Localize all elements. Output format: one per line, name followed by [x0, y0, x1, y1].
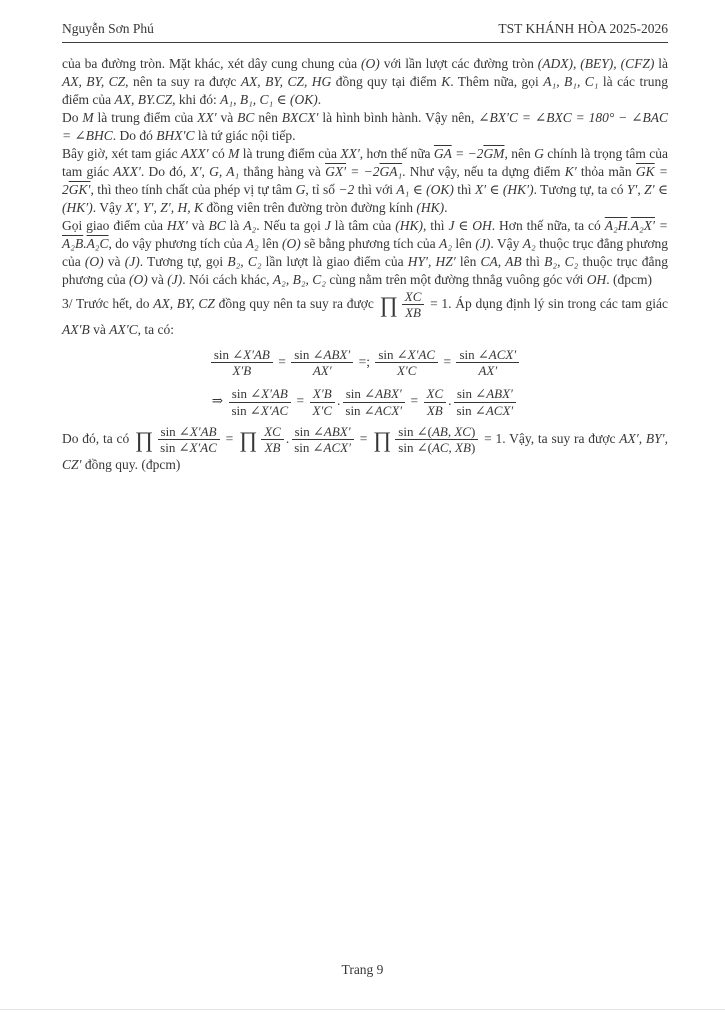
text-run: là hình bình hành. Vậy nên,	[318, 110, 479, 125]
text-run: . Như vậy, nếu ta dựng điểm	[402, 164, 565, 179]
math-inline: J ∈ OH	[448, 218, 492, 233]
fraction-numerator	[261, 424, 284, 440]
fraction-numerator	[229, 386, 291, 402]
text-run: đồng quy tại điểm	[331, 74, 442, 89]
fraction	[228, 386, 291, 418]
text-run: lên	[455, 254, 481, 269]
math-overline: A₂B	[62, 236, 84, 251]
fraction-denominator	[424, 403, 446, 418]
header-title: TST KHÁNH HÒA 2025-2026	[498, 21, 668, 36]
text-run: sin ∠	[378, 346, 408, 362]
math-inline: X′ ∈ (HK′)	[474, 182, 534, 197]
math-inline: ACX′	[323, 440, 351, 456]
fraction	[261, 424, 284, 456]
product-symbol: ∏	[379, 291, 398, 317]
math-inline: (J)	[475, 236, 491, 251]
text-run: , ta có:	[137, 321, 175, 337]
math-inline: Y′, Z′ ∈ (HK′)	[62, 182, 668, 215]
fraction-numerator	[211, 347, 273, 363]
text-run: lên	[452, 236, 476, 251]
text-run: , nên	[504, 146, 535, 161]
math-overline: A₂H	[604, 218, 628, 233]
fraction	[291, 424, 354, 456]
math-inline: X′AC	[407, 346, 436, 362]
math-overline: GA₁	[379, 164, 403, 179]
text-run: thuộc trục đẳng phương của	[62, 254, 668, 287]
product-symbol: ∏	[239, 426, 258, 452]
math-inline: BHX′C	[156, 128, 195, 143]
math-inline: X′B	[232, 362, 252, 378]
math-inline: AX′, BY′, CZ′	[62, 430, 668, 472]
math-inline: X′AB	[189, 423, 217, 439]
math-inline: ∠BX′C = ∠BXC = 180° − ∠BAC = ∠BHC	[62, 110, 669, 143]
document-body	[62, 55, 668, 474]
text-run: sin ∠	[160, 423, 190, 439]
math-overline: $\overline{GA}$	[433, 146, 452, 161]
math-inline: AX, BY.CZ	[114, 92, 173, 107]
text-run: thuộc trục đẳng phương của	[62, 236, 668, 269]
text-run: sẽ bằng phương tích của	[300, 236, 440, 251]
math-inline: XB	[264, 440, 281, 456]
text-run: là tâm của	[330, 218, 396, 233]
math-inline: K	[441, 74, 451, 89]
math-inline: (J)	[167, 272, 183, 287]
text-run: 3/ Trước hết, do	[62, 295, 154, 311]
math-inline: AX′	[312, 362, 332, 378]
text-run: là	[225, 218, 244, 233]
math-inline: X′, G, A₁	[190, 164, 240, 179]
text-run: là tứ giác nội tiếp.	[194, 128, 296, 143]
math-inline: AX, BY, CZ	[153, 295, 215, 311]
fraction-denominator	[395, 440, 478, 455]
fraction-denominator	[342, 403, 405, 418]
text-run: chính là trọng tâm của tam giác	[62, 146, 668, 179]
text-run: sin ∠	[294, 423, 324, 439]
text-run: .	[285, 430, 290, 446]
page-number: Trang 9	[341, 962, 384, 977]
text-run: Do	[62, 110, 83, 125]
fraction-denominator	[262, 440, 284, 455]
fraction	[211, 347, 273, 379]
text-run: thẳng hàng và	[239, 164, 326, 179]
page-header	[62, 21, 668, 37]
text-run: sin ∠(	[398, 423, 432, 439]
text-run: ⇒	[211, 393, 227, 409]
fraction-numerator	[343, 386, 405, 402]
fraction-numerator	[454, 386, 516, 402]
fraction	[291, 347, 353, 379]
text-run: với lần lượt các đường tròn	[379, 56, 538, 71]
text-run: sin ∠	[160, 440, 190, 456]
fraction	[424, 386, 447, 418]
math-inline: XC	[404, 289, 422, 304]
math-inline: = −2	[451, 146, 484, 161]
math-inline: (O)	[281, 236, 301, 251]
text-run: )	[470, 423, 476, 439]
math-inline: OH	[586, 272, 607, 287]
fraction-denominator	[310, 363, 335, 378]
text-run: và	[89, 321, 110, 337]
math-inline: X′C	[312, 402, 333, 418]
paragraph	[62, 289, 668, 339]
product-symbol: ∏	[135, 426, 154, 452]
math-inline: X′AB	[243, 346, 270, 362]
math-inline: = 2	[62, 164, 668, 197]
text-run: , thì theo tính chất của phép vị tự tâm	[90, 182, 296, 197]
fraction-numerator	[291, 347, 353, 363]
text-run: cùng nằm trên một đường thnẳg vuông góc với	[325, 272, 587, 287]
text-run: .	[337, 393, 341, 409]
fraction-numerator	[375, 347, 438, 363]
math-inline: AX′B	[62, 321, 90, 337]
text-run: sin ∠	[213, 346, 244, 362]
equation	[62, 386, 668, 418]
fraction-numerator	[158, 424, 220, 440]
text-run: đồng viên trên đường tròn đường kính	[202, 200, 417, 215]
fraction-denominator	[310, 403, 335, 418]
math-inline: B₂, C₂	[227, 254, 262, 269]
math-inline: A₂	[439, 236, 453, 251]
text-run: là trung điểm của	[93, 110, 198, 125]
text-run: . Vậy	[490, 236, 523, 251]
text-run: sin ∠	[294, 346, 324, 362]
fraction-numerator	[395, 424, 478, 440]
text-run: thì với	[354, 182, 397, 197]
math-inline: AXX′	[180, 146, 209, 161]
math-inline: X′AC	[189, 440, 217, 456]
text-run: sin ∠	[231, 386, 262, 402]
text-run: sin ∠	[294, 440, 324, 456]
text-run: của ba đường tròn. Mặt khác, xét dây cung chung của	[62, 56, 362, 71]
math-inline: ACX′	[485, 402, 514, 418]
math-inline: (O)	[84, 254, 104, 269]
text-run: sin ∠	[456, 386, 487, 402]
text-run: . Do đó,	[140, 164, 191, 179]
text-run: sin ∠	[231, 402, 261, 418]
fraction	[454, 386, 517, 418]
text-run: có	[208, 146, 229, 161]
text-run: thì	[521, 254, 545, 269]
math-inline: X′AB	[261, 386, 288, 402]
math-inline: A₂	[245, 236, 259, 251]
text-run: sin ∠(	[398, 440, 432, 456]
math-inline: BC	[208, 218, 226, 233]
page-bottom-divider	[0, 1009, 725, 1010]
math-inline: XC	[426, 386, 444, 402]
math-inline: HY′, HZ′	[407, 254, 456, 269]
text-run: . Hơn thế nữa, ta có	[491, 218, 605, 233]
math-inline: XC	[264, 423, 281, 439]
fraction-denominator	[454, 403, 517, 418]
fraction-numerator	[292, 424, 354, 440]
text-run: thỏa mãn	[576, 164, 636, 179]
text-run: . Tương tự, ta có	[533, 182, 627, 197]
text-run: .	[444, 200, 448, 215]
math-inline: XB	[426, 402, 443, 418]
text-run: Do đó, ta có	[62, 430, 134, 446]
math-inline: AX′C	[109, 321, 138, 337]
text-run: , nên ta suy ra được	[125, 74, 241, 89]
math-inline: A₁, B₁, C₁ ∈ (OK)	[220, 92, 318, 107]
math-inline: CA, AB	[480, 254, 522, 269]
text-run: =	[355, 430, 372, 446]
math-inline: A₂	[243, 218, 257, 233]
text-run: và	[216, 110, 238, 125]
text-run: , khi đó:	[172, 92, 221, 107]
text-run: )	[470, 440, 476, 456]
math-inline: XB	[405, 305, 421, 321]
fraction-numerator	[310, 386, 335, 402]
text-run: và	[103, 254, 125, 269]
text-run: Bây giờ, xét tam giác	[62, 146, 181, 161]
math-inline: HX′	[166, 218, 188, 233]
fraction-denominator	[394, 363, 419, 378]
math-overline: GK′	[68, 182, 91, 197]
math-inline: ACX′	[488, 346, 517, 362]
text-run: =	[221, 430, 238, 446]
fraction	[342, 386, 405, 418]
math-inline: X′AC	[260, 402, 289, 418]
fraction	[456, 347, 519, 379]
text-run: = 1. Vậy, ta suy ra được	[480, 430, 620, 446]
text-run: =	[293, 393, 308, 409]
text-run: .	[448, 393, 452, 409]
math-inline: AB, XC	[431, 423, 471, 439]
product-symbol: ∏	[373, 426, 392, 452]
text-run: Gọi giao điểm của	[62, 218, 167, 233]
text-run: , hơn thế nữa	[359, 146, 434, 161]
header-author: Nguyễn Sơn Phú	[62, 21, 154, 36]
text-run: nên	[254, 110, 282, 125]
text-run: =	[274, 353, 290, 369]
math-inline: = −2	[346, 164, 380, 179]
math-inline: J	[324, 218, 331, 233]
text-run: là các trung điểm của	[62, 74, 668, 107]
text-run: đồng quy nên ta suy ra được	[214, 295, 378, 311]
math-inline: ABX′	[375, 386, 402, 402]
math-inline: AX, BY, CZ, HG	[240, 74, 332, 89]
math-inline: M	[228, 146, 240, 161]
fraction-denominator	[229, 363, 254, 378]
fraction-denominator	[475, 363, 500, 378]
paragraph	[62, 55, 668, 109]
fraction-denominator	[228, 403, 291, 418]
math-inline: =	[654, 218, 668, 233]
math-inline: AX, BY, CZ	[62, 74, 126, 89]
math-inline: XX′	[340, 146, 360, 161]
fraction-denominator	[291, 440, 354, 455]
math-inline: ABX′	[323, 346, 351, 362]
fraction	[375, 347, 438, 379]
text-run: và	[187, 218, 209, 233]
math-inline: (ADX), (BEY), (CFZ)	[537, 56, 655, 71]
text-run: sin ∠	[345, 386, 376, 402]
text-run: sin ∠	[456, 402, 486, 418]
math-inline: .	[83, 236, 87, 251]
math-inline: A₂	[522, 236, 536, 251]
text-run: , tỉ số	[305, 182, 339, 197]
math-inline: ACX′	[374, 402, 403, 418]
math-inline: (HK)	[395, 218, 423, 233]
math-inline: (O)	[128, 272, 148, 287]
math-overline: GX′	[325, 164, 347, 179]
text-run: sin ∠	[459, 346, 489, 362]
paragraph	[62, 424, 668, 474]
text-run: . Tương tự, gọi	[139, 254, 228, 269]
math-inline: AC, XB	[431, 440, 471, 456]
math-inline: BXCX′	[281, 110, 319, 125]
text-run: . Thêm nữa, gọi	[450, 74, 544, 89]
text-run: . (đpcm)	[606, 272, 653, 287]
math-inline: B₂, C₂	[544, 254, 579, 269]
fraction-numerator	[424, 386, 447, 402]
math-inline: G	[534, 146, 544, 161]
math-inline: (J)	[124, 254, 140, 269]
fraction-numerator	[402, 289, 425, 305]
math-inline: A₂, B₂, C₂	[272, 272, 326, 287]
math-inline: A₁, B₁, C₁	[543, 74, 599, 89]
math-inline: ABX′	[323, 423, 351, 439]
math-inline: BC	[237, 110, 255, 125]
text-run: thì	[453, 182, 475, 197]
text-run: . Vậy	[92, 200, 126, 215]
fraction	[310, 386, 335, 418]
math-inline: X′, Y′, Z′, H, K	[125, 200, 203, 215]
math-overline: $\overline{GM}$	[483, 146, 505, 161]
text-run: .	[317, 92, 322, 107]
math-inline: (O)	[361, 56, 380, 71]
equation	[62, 347, 668, 379]
math-inline: (HK)	[416, 200, 445, 215]
fraction	[157, 424, 220, 456]
math-overline: $\overline{GK}$	[635, 164, 655, 179]
text-run: và	[147, 272, 168, 287]
math-inline: AXX′	[113, 164, 141, 179]
text-run: là	[654, 56, 668, 71]
text-run: = 1. Áp dụng định lý sin trong các tam giác	[426, 295, 668, 311]
fraction	[402, 289, 425, 321]
math-inline: XX′	[197, 110, 217, 125]
math-inline: A₁ ∈ (OK)	[396, 182, 454, 197]
paragraph	[62, 145, 668, 217]
math-inline: X′C	[396, 362, 417, 378]
math-inline: K′	[564, 164, 577, 179]
text-run: là trung điểm của	[239, 146, 341, 161]
text-run: =	[440, 353, 455, 369]
math-inline: G	[295, 182, 306, 197]
text-run: =;	[355, 353, 374, 369]
math-overline: A₂X′	[630, 218, 655, 233]
math-inline: −2	[338, 182, 355, 197]
page-footer	[0, 962, 725, 978]
paragraph	[62, 109, 668, 145]
fraction-numerator	[456, 347, 519, 363]
header-rule	[62, 42, 668, 43]
text-run: lần lượt là giao điểm của	[261, 254, 408, 269]
text-run: . Nếu ta gọi	[256, 218, 325, 233]
text-run: . Nói cách khác,	[182, 272, 273, 287]
math-inline: X′B	[312, 386, 332, 402]
math-inline: ABX′	[486, 386, 513, 402]
text-run: lên	[258, 236, 282, 251]
text-run: =	[407, 393, 422, 409]
text-run: . Do đó	[112, 128, 157, 143]
math-inline: M	[82, 110, 94, 125]
math-inline: AX′	[478, 362, 498, 378]
text-run: , do vậy phương tích của	[108, 236, 246, 251]
fraction-denominator	[157, 440, 220, 455]
fraction	[395, 424, 478, 456]
text-run: đồng quy. (đpcm)	[81, 456, 181, 472]
paragraph	[62, 217, 668, 289]
text-run: , thì	[422, 218, 449, 233]
math-inline: .	[627, 218, 631, 233]
fraction-denominator	[402, 305, 424, 320]
text-run: sin ∠	[345, 402, 375, 418]
math-overline: A₂C	[86, 236, 109, 251]
